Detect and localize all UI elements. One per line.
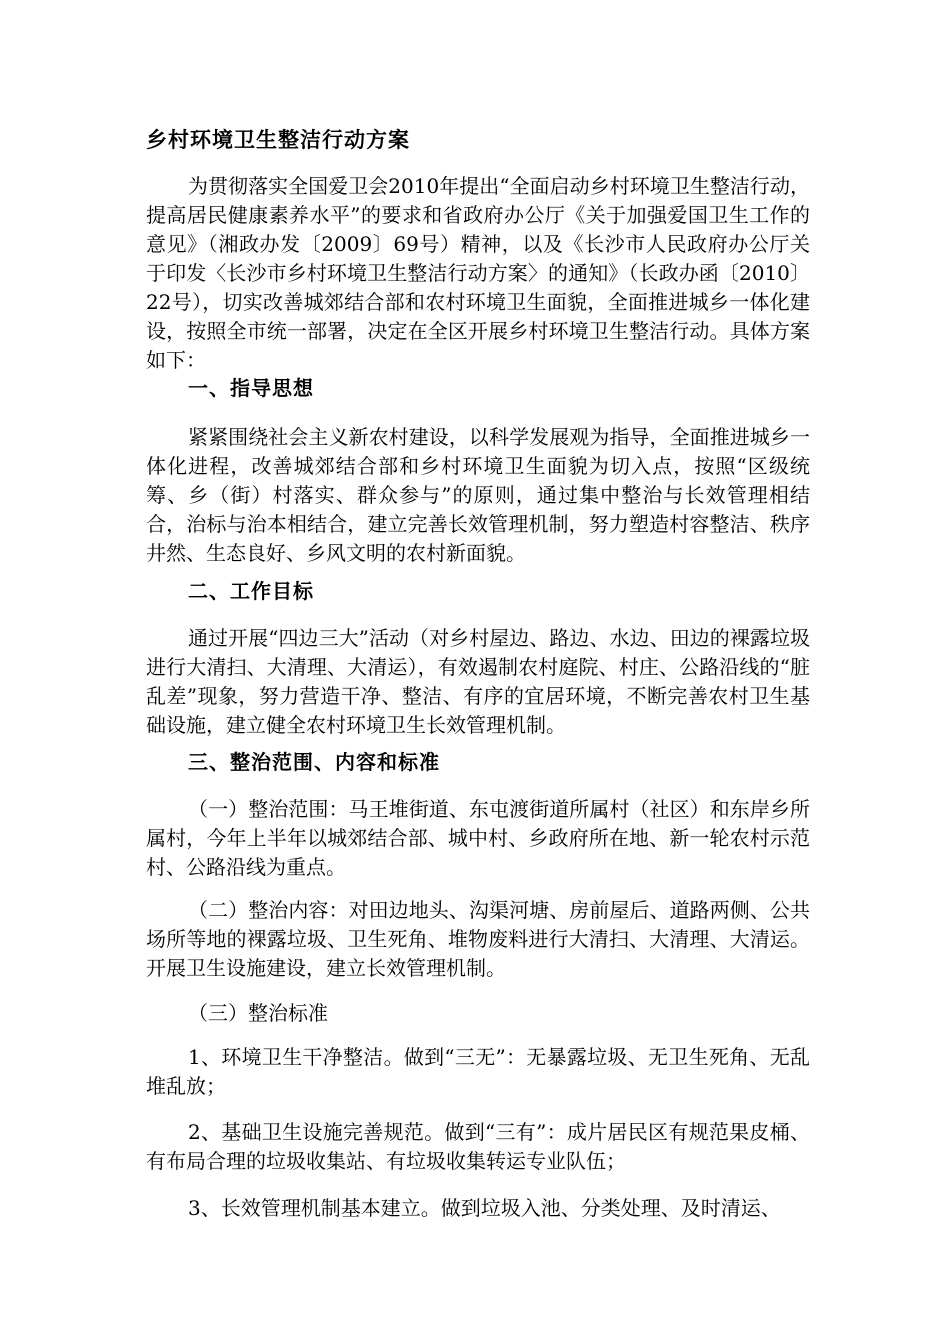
document-title: 乡村环境卫生整洁行动方案 <box>146 128 410 152</box>
intro-paragraph: 为贯彻落实全国爱卫会2010年提出“全面启动乡村环境卫生整洁行动，提高居民健康素养水平”的要求和省政府办公厅《关于加强爱国卫生工作的意见》（湘政办发〔2009〕69号）精神，以及《长沙市人民政府办公厅关于印发〈长沙市乡村环境卫生整洁行动方案〉的通知》（长政办函〔2010〕22号），切实改善城郊结合部和农村环境卫生面貌，全面推进城乡一体化建设，按照全市统一部署，决定在全区开展乡村环境卫生整洁行动。具体方案如下： <box>146 174 810 372</box>
scope-paragraph: （一）整治范围：马王堆街道、东屯渡街道所属村（社区）和东岸乡所属村，今年上半年以城郊结合部、城中村、乡政府所在地、新一轮农村示范村、公路沿线为重点。 <box>146 797 810 879</box>
standard-item-2: 2、基础卫生设施完善规范。做到“三有”：成片居民区有规范果皮桶、有布局合理的垃圾收集站、有垃圾收集转运专业队伍； <box>146 1120 810 1173</box>
section-heading-scope-content-standards: 三、整治范围、内容和标准 <box>188 750 440 774</box>
work-goals-paragraph: 通过开展“四边三大”活动（对乡村屋边、路边、水边、田边的裸露垃圾进行大清扫、大清理、大清运），有效遏制农村庭院、村庄、公路沿线的“脏乱差”现象，努力营造干净、整洁、有序的宜居环境，不断完善农村卫生基础设施，建立健全农村环境卫生长效管理机制。 <box>146 626 810 737</box>
guiding-ideology-paragraph: 紧紧围绕社会主义新农村建设，以科学发展观为指导，全面推进城乡一体化进程，改善城郊结合部和乡村环境卫生面貌为切入点，按照“区级统筹、乡（街）村落实、群众参与”的原则，通过集中整治与长效管理相结合，治标与治本相结合，建立完善长效管理机制，努力塑造村容整洁、秩序井然、生态良好、乡风文明的农村新面貌。 <box>146 425 810 565</box>
section-heading-guiding-ideology: 一、指导思想 <box>188 376 314 400</box>
content-paragraph: （二）整治内容：对田边地头、沟渠河塘、房前屋后、道路两侧、公共场所等地的裸露垃圾、卫生死角、堆物废料进行大清扫、大清理、大清运。开展卫生设施建设，建立长效管理机制。 <box>146 898 810 980</box>
standard-item-3: 3、长效管理机制基本建立。做到垃圾入池、分类处理、及时清运、 <box>188 1196 781 1220</box>
standards-subheading: （三）整治标准 <box>188 1001 328 1025</box>
section-heading-work-goals: 二、工作目标 <box>188 579 314 603</box>
standard-item-1: 1、环境卫生干净整洁。做到“三无”：无暴露垃圾、无卫生死角、无乱堆乱放； <box>146 1045 810 1098</box>
